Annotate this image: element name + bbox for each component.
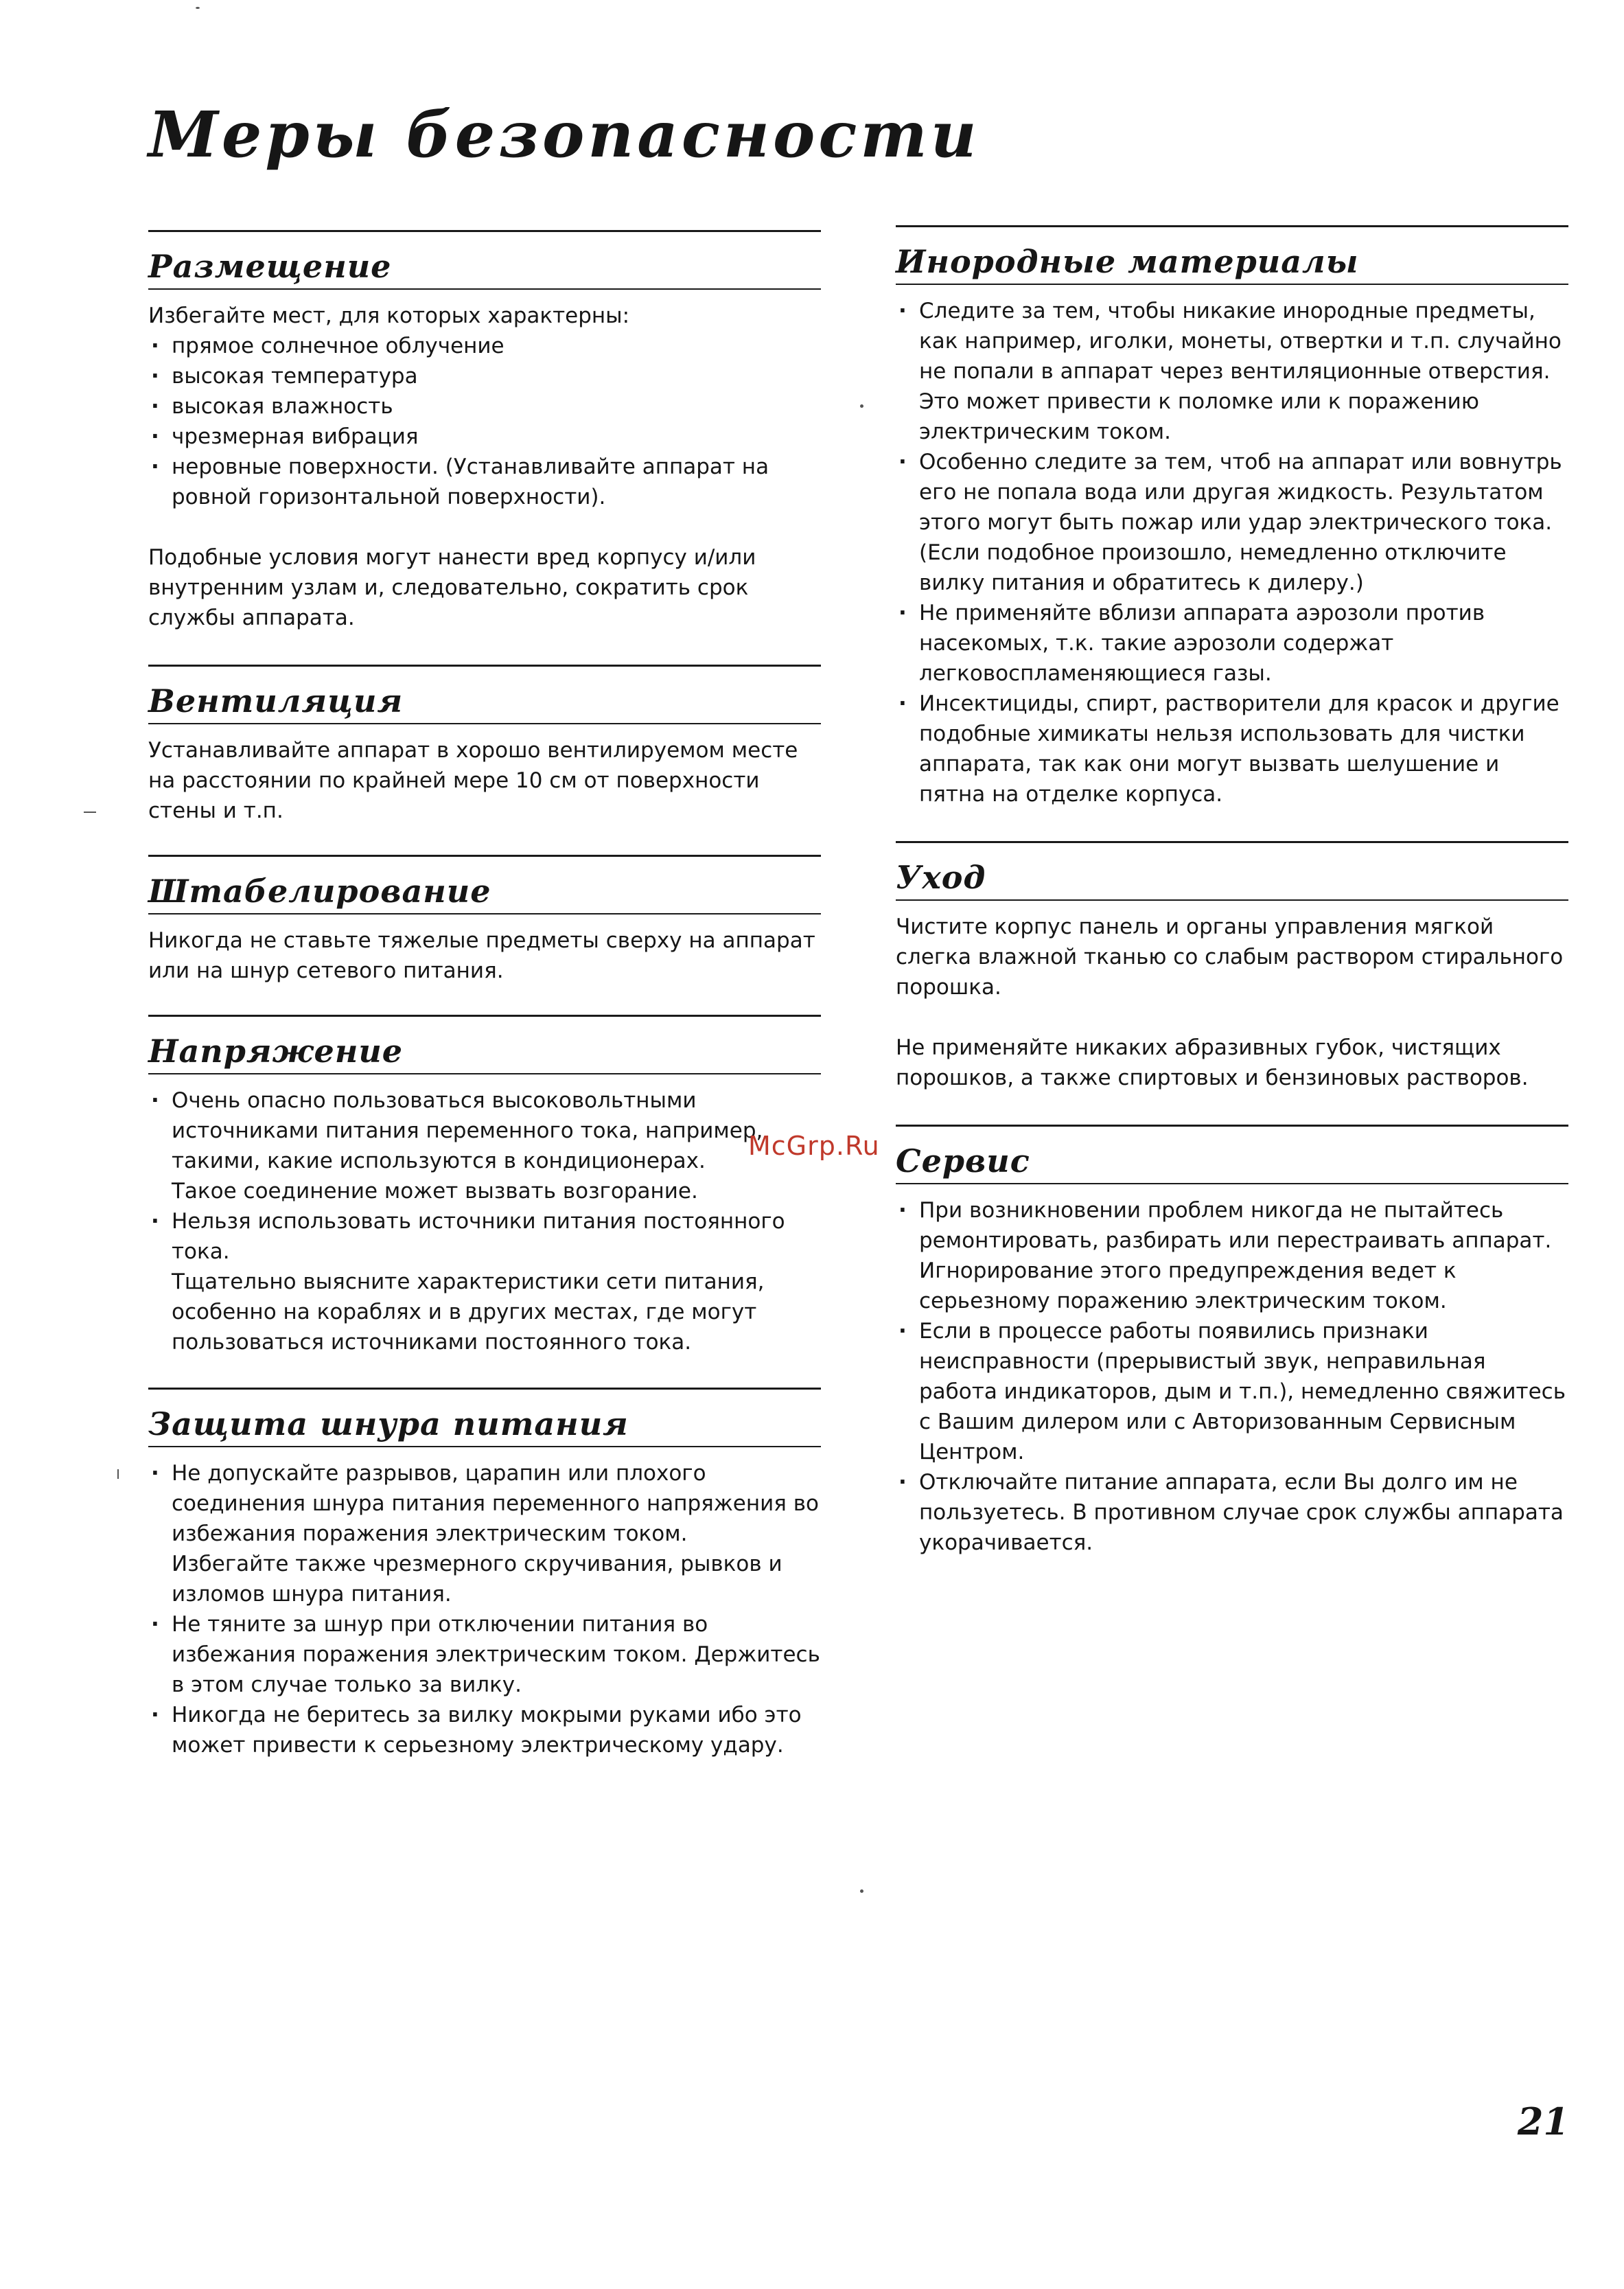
section-header bbox=[148, 665, 821, 724]
watermark: McGrp.Ru bbox=[748, 1131, 880, 1161]
list-item-text: Нельзя использовать источники питания постоянного тока. bbox=[172, 1209, 785, 1264]
section-heading: Размещение bbox=[148, 248, 392, 285]
section-header bbox=[148, 855, 821, 915]
list-item: · Не применяйте вблизи аппарата аэрозоли против насекомых, т.к. такие аэрозоли содержат легковоспламеняющиеся газы. bbox=[896, 598, 1568, 689]
section-ventilation bbox=[148, 665, 821, 826]
bullet-list bbox=[896, 296, 1568, 809]
section-power-cord bbox=[148, 1388, 821, 1760]
list-item bbox=[148, 1206, 821, 1357]
list-item: · Следите за тем, чтобы никакие инородные предметы, как например, иголки, монеты, отвертки и т.п. случайно не попали в аппарат через вентиляционные отверстия. Это может привести к поломке или к поражению электрическим током. bbox=[896, 296, 1568, 447]
outro-text: Подобные условия могут нанести вред корпусу и/или внутренним узлам и, следовательно, сократить срок службы аппарата. bbox=[148, 545, 756, 630]
list-item bbox=[148, 1085, 821, 1206]
section-header bbox=[148, 230, 821, 290]
section-foreign-materials bbox=[896, 225, 1568, 809]
bullet-list bbox=[148, 331, 821, 512]
left-column bbox=[148, 230, 821, 1760]
section-body bbox=[148, 724, 821, 826]
section-heading: Инородные материалы bbox=[896, 243, 1359, 280]
body-text: Не применяйте никаких абразивных губок, чистящих порошков, а также спиртовых и бензиновых растворов. bbox=[896, 1035, 1529, 1090]
list-item bbox=[148, 1700, 821, 1760]
section-heading: Штабелирование bbox=[148, 873, 491, 910]
list-item: · Особенно следите за тем, чтоб на аппарат или вовнутрь его не попала вода или другая жидкость. Результатом этого могут быть пожар или удар электрического тока. (Если подобное произошло, немедленно отключите вилку питания и обратитесь к дилеру.) bbox=[896, 447, 1568, 598]
list-item-note: Тщательно выясните характеристики сети питания, особенно на кораблях и в других местах, где могут пользоваться источниками постоянного тока. bbox=[172, 1269, 765, 1355]
list-item: · неровные поверхности. (Устанавливайте аппарат на ровной горизонтальной поверхности). bbox=[148, 452, 821, 512]
section-header bbox=[148, 1015, 821, 1074]
list-item-text: Не допускайте разрывов, царапин или плохого соединения шнура питания переменного напряжения во избежания поражения электрическим током. bbox=[172, 1461, 819, 1546]
list-item-text: Не тяните за шнур при отключении питания во избежания поражения электрическим током. Держитесь в этом случае только за вилку. bbox=[172, 1612, 820, 1697]
list-item: · Если в процессе работы появились признаки неисправности (прерывистый звук, неправильная работа индикаторов, дым и т.п.), немедленно свяжитесь с Вашим дилером или с Авторизованным Сервисным Центром. bbox=[896, 1316, 1568, 1467]
section-body bbox=[148, 1447, 821, 1760]
body-text: Никогда не ставьте тяжелые предметы сверху на аппарат или на шнур сетевого питания. bbox=[148, 928, 815, 983]
section-body bbox=[148, 1074, 821, 1357]
list-item-note: Такое соединение может вызвать возгорание. bbox=[172, 1179, 698, 1204]
section-header bbox=[896, 1125, 1568, 1184]
section-stacking bbox=[148, 855, 821, 986]
list-item: · Инсектициды, спирт, растворители для красок и другие подобные химикаты нельзя использовать для чистки аппарата, так как они могут вызвать шелушение и пятна на отделке корпуса. bbox=[896, 689, 1568, 809]
right-column bbox=[896, 225, 1568, 1558]
scan-speck bbox=[196, 7, 200, 9]
section-service bbox=[896, 1125, 1568, 1558]
page-number: 21 bbox=[1517, 2100, 1569, 2143]
list-item: · При возникновении проблем никогда не пытайтесь ремонтировать, разбирать или перестраивать аппарат. Игнорирование этого предупреждения ведет к серьезному поражению электрическим током. bbox=[896, 1195, 1568, 1316]
section-body bbox=[148, 915, 821, 986]
section-heading: Сервис bbox=[896, 1142, 1030, 1180]
section-header bbox=[148, 1388, 821, 1447]
section-voltage bbox=[148, 1015, 821, 1357]
section-heading: Напряжение bbox=[148, 1033, 404, 1070]
section-header bbox=[896, 225, 1568, 285]
bullet-list bbox=[148, 1085, 821, 1357]
bullet-list bbox=[896, 1195, 1568, 1558]
list-item bbox=[148, 1458, 821, 1609]
list-item: · высокая влажность bbox=[148, 391, 821, 422]
section-body bbox=[896, 285, 1568, 809]
list-item-note: Избегайте также чрезмерного скручивания, рывков и изломов шнура питания. bbox=[172, 1552, 782, 1607]
page-title: Меры безопасности bbox=[148, 97, 980, 172]
scan-speck bbox=[117, 1469, 119, 1479]
scan-speck bbox=[860, 1889, 863, 1893]
list-item: · высокая температура bbox=[148, 361, 821, 391]
scan-speck bbox=[860, 404, 863, 408]
list-item-text: Никогда не беритесь за вилку мокрыми руками ибо это может привести к серьезному электрическому удару. bbox=[172, 1703, 802, 1758]
list-item-text: Очень опасно пользоваться высоковольтными источниками питания переменного тока, например, такими, какие используются в кондиционерах. bbox=[172, 1088, 763, 1173]
section-placement bbox=[148, 230, 821, 633]
intro-text: Избегайте мест, для которых характерны: bbox=[148, 303, 630, 328]
body-text: Устанавливайте аппарат в хорошо вентилируемом месте на расстоянии по крайней мере 10 см от поверхности стены и т.п. bbox=[148, 738, 798, 823]
bullet-list bbox=[148, 1458, 821, 1760]
section-care bbox=[896, 841, 1568, 1093]
section-heading: Вентиляция bbox=[148, 682, 404, 720]
section-body bbox=[896, 901, 1568, 1093]
section-heading: Защита шнура питания bbox=[148, 1405, 629, 1442]
body-text: Чистите корпус панель и органы управления мягкой слегка влажной тканью со слабым раствором стирального порошка. bbox=[896, 915, 1564, 1000]
scan-speck bbox=[84, 812, 96, 813]
section-heading: Уход bbox=[896, 859, 986, 896]
list-item: · Отключайте питание аппарата, если Вы долго им не пользуетесь. В противном случае срок службы аппарата укорачивается. bbox=[896, 1467, 1568, 1558]
section-header bbox=[896, 841, 1568, 901]
section-body bbox=[148, 290, 821, 633]
list-item: · прямое солнечное облучение bbox=[148, 331, 821, 361]
list-item: · чрезмерная вибрация bbox=[148, 422, 821, 452]
section-body bbox=[896, 1184, 1568, 1558]
list-item bbox=[148, 1609, 821, 1700]
